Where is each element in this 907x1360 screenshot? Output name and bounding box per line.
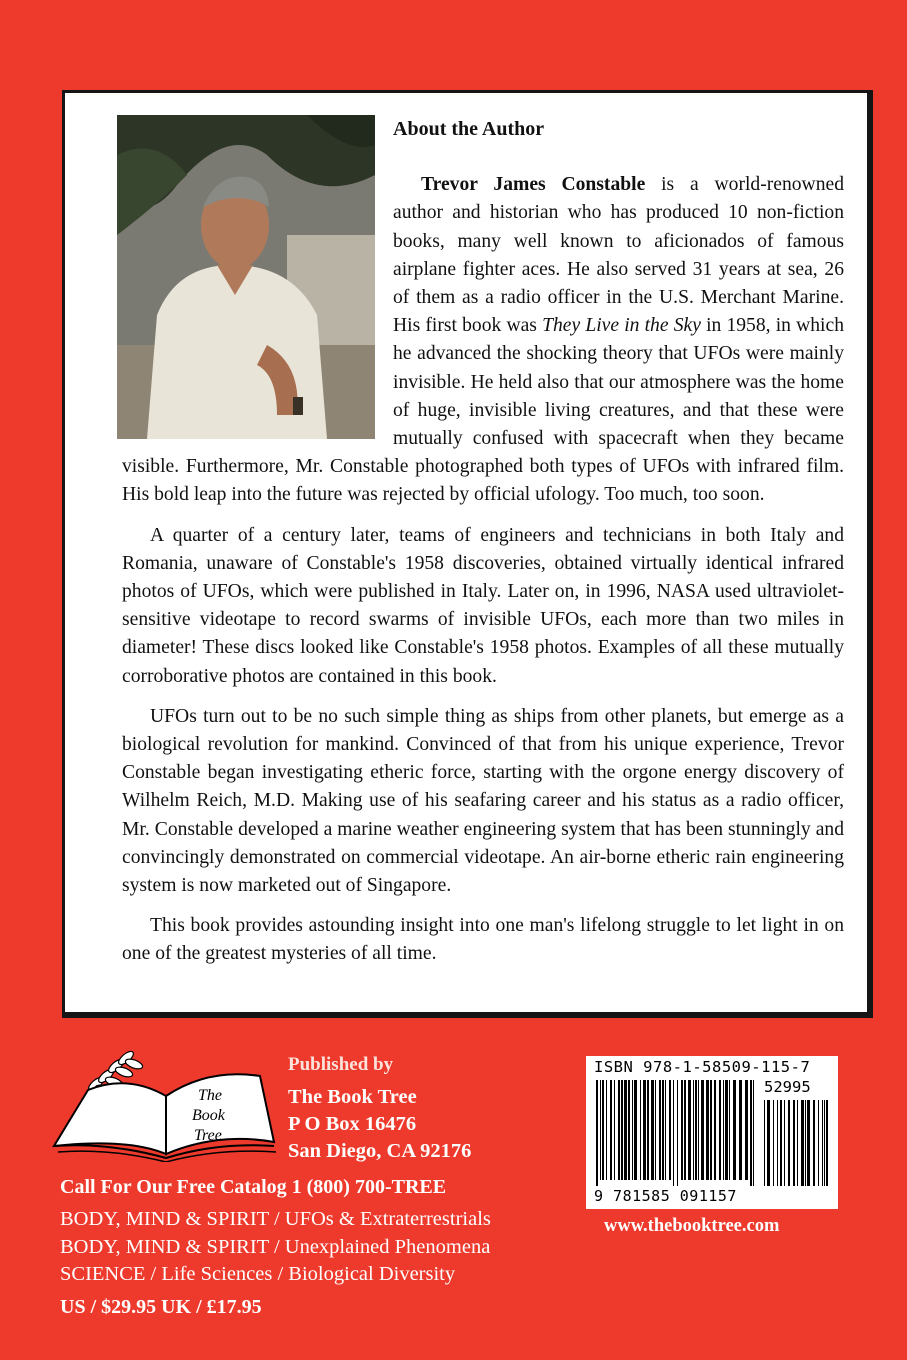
author-photo-illustration xyxy=(117,115,375,439)
barcode-bar xyxy=(695,1080,697,1180)
logo-text-book: Book xyxy=(192,1107,225,1124)
category-item: BODY, MIND & SPIRIT / Unexplained Phenomena xyxy=(60,1235,491,1258)
barcode-bar xyxy=(665,1080,666,1180)
barcode-bar xyxy=(698,1080,699,1180)
barcode-addon-bar xyxy=(818,1100,819,1186)
catalog-phone: Call For Our Free Catalog 1 (800) 700-TREE xyxy=(60,1176,447,1198)
barcode-bar xyxy=(688,1080,691,1180)
price-text: US / $29.95 UK / £17.95 xyxy=(60,1296,262,1318)
barcode-bar xyxy=(655,1080,656,1180)
category-item: BODY, MIND & SPIRIT / UFOs & Extraterrestrials xyxy=(60,1208,491,1230)
barcode-bar xyxy=(681,1080,683,1180)
barcode-bar xyxy=(640,1080,641,1180)
barcode-addon-bar xyxy=(784,1100,785,1186)
publisher-name: The Book Tree xyxy=(288,1086,417,1108)
book-tree-logo xyxy=(48,1046,280,1162)
barcode-bar xyxy=(714,1080,716,1180)
barcode-bar xyxy=(673,1080,674,1186)
barcode-bar xyxy=(725,1080,728,1180)
publisher-po-box: P O Box 16476 xyxy=(288,1113,417,1135)
barcode-bars xyxy=(594,1080,832,1186)
author-paragraph-2: A quarter of a century later, teams of engineers and technicians in both Italy and Romania, unaware of Constable's 1958 discoveries, obtained virtually identical infrared photos of UFOs, which were published in Italy. Later on, in 1996, NASA used ultraviolet-sensitive videotape to record swarms of invisible UFOs, each more than two miles in diameter! These discs looked like Constable's 1958 photos. Examples of all these mutually corroborative photos are contained in this book. xyxy=(122,524,844,687)
barcode-bar xyxy=(632,1080,633,1180)
about-author-panel xyxy=(62,90,873,1018)
barcode-addon-bar xyxy=(793,1100,795,1186)
barcode-bar xyxy=(643,1080,646,1180)
barcode-bar xyxy=(669,1080,671,1180)
barcode-bar xyxy=(753,1080,754,1186)
category-item: SCIENCE / Life Sciences / Biological Diversity xyxy=(60,1263,456,1285)
barcode-bar xyxy=(684,1080,686,1180)
barcode-bar xyxy=(606,1080,607,1180)
barcode-bar xyxy=(706,1080,709,1180)
barcode-addon-bar xyxy=(767,1100,770,1186)
barcode-bar xyxy=(745,1080,748,1180)
barcode-bar xyxy=(701,1080,704,1180)
barcode-bar xyxy=(729,1080,730,1180)
author-paragraph-4: This book provides astounding insight into one man's lifelong struggle to let light in on one of the greatest mysteries of all time. xyxy=(122,915,844,965)
publisher-block xyxy=(288,1054,471,1165)
barcode-bar xyxy=(628,1080,630,1180)
barcode-bar xyxy=(659,1080,661,1180)
barcode-addon-bar xyxy=(824,1100,825,1186)
publisher-city: San Diego, CA 92176 xyxy=(288,1140,472,1162)
barcode-addon-bar xyxy=(788,1100,790,1186)
open-book-icon xyxy=(54,1074,276,1162)
barcode-bar xyxy=(634,1080,637,1180)
isbn-text-top: ISBN 978-1-58509-115-7 xyxy=(594,1058,811,1076)
logo-text-the: The xyxy=(198,1087,222,1104)
barcode-bar xyxy=(719,1080,721,1180)
barcode-bar xyxy=(610,1080,612,1180)
about-author-text xyxy=(122,115,844,981)
barcode-addon-bar xyxy=(773,1100,774,1186)
barcode-bar xyxy=(733,1080,736,1180)
barcode-addon-bar xyxy=(801,1100,804,1186)
barcode-bar xyxy=(710,1080,712,1180)
barcode-bar xyxy=(602,1080,604,1180)
barcode-bar xyxy=(677,1080,678,1186)
barcode-bar xyxy=(662,1080,664,1180)
barcode-addon-bar xyxy=(764,1100,765,1186)
barcode-bar xyxy=(614,1080,615,1180)
barcode-bar xyxy=(750,1080,752,1186)
panel-inner xyxy=(65,93,867,1012)
barcode-bar xyxy=(596,1080,598,1186)
logo-text-tree: Tree xyxy=(194,1127,222,1144)
barcode-bar xyxy=(621,1080,623,1180)
isbn-text-bottom: 9 781585 091157 xyxy=(594,1187,737,1205)
barcode-bar xyxy=(723,1080,724,1180)
barcode-addon-bar xyxy=(805,1100,806,1186)
author-photo xyxy=(117,115,375,439)
barcode-addon-bar xyxy=(777,1100,778,1186)
author-paragraph-1-part-a: is a world-renowned author and historian who has produced 10 non-fiction books, many well known to aficionados of famous airplane fighter aces. He also served 31 years at sea, 26 of them as a radio officer in the U.S. Merchant Marine. His first book was xyxy=(393,174,844,337)
author-name: Trevor James Constable xyxy=(421,174,646,196)
barcode-addon-bar xyxy=(780,1100,782,1186)
barcode-addon-bar xyxy=(822,1100,823,1186)
barcode-bar xyxy=(624,1080,627,1180)
barcode-bar xyxy=(600,1080,601,1180)
section-heading: About the Author xyxy=(393,118,545,140)
book-title: They Live in the Sky xyxy=(542,315,701,337)
barcode-addon-bar xyxy=(807,1100,810,1186)
price-code-text: 52995 xyxy=(764,1078,811,1096)
barcode-addon-bar xyxy=(826,1100,828,1186)
isbn-barcode xyxy=(586,1056,838,1209)
barcode-bar xyxy=(618,1080,620,1180)
barcode-addon-bar xyxy=(813,1100,815,1186)
barcode-addon-bar xyxy=(797,1100,798,1186)
published-by-label: Published by xyxy=(288,1054,394,1075)
barcode-bar xyxy=(651,1080,654,1180)
author-paragraph-3: UFOs turn out to be no such simple thing as ships from other planets, but emerge as a biological revolution for mankind. Convinced of that from his unique experience, Trevor Constable began investigating etheric force, starting with the orgone energy discovery of Wilhelm Reich, M.D. Making use of his seafaring career and his status as a radio officer, Mr. Constable developed a marine weather engineering system that has been stunningly and convincingly demonstrated on commercial videotape. An air-borne etheric rain engineering system is now marketed out of Singapore. xyxy=(122,705,844,897)
author-paragraph-1-part-b: in 1958, in which he advanced the shocking theory that UFOs were mainly invisible. He held also that our atmosphere was the home of huge, invisible living creatures, and that these were mutually confused with spacecraft when they became visible. Furthermore, Mr. Constable photographed both types of UFOs with infrared film. His bold leap into the future was rejected by official ufology. Too much, too soon. xyxy=(122,315,844,506)
barcode-bar xyxy=(739,1080,742,1180)
website-link[interactable]: www.thebooktree.com xyxy=(604,1216,780,1236)
barcode-bar xyxy=(693,1080,694,1180)
barcode-bar xyxy=(647,1080,649,1180)
category-list xyxy=(60,1206,491,1289)
